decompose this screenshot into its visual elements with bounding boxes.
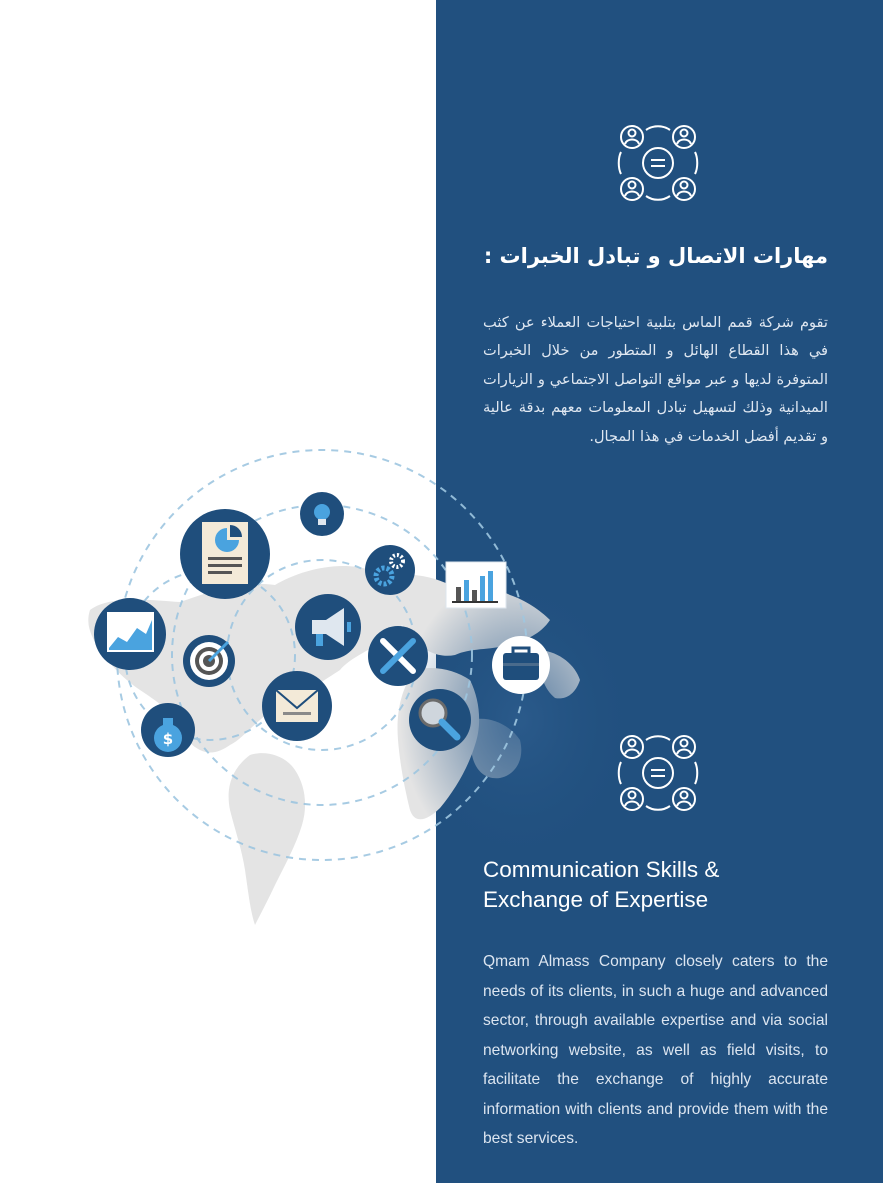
arabic-paragraph: تقوم شركة قمم الماس بتلبية احتياجات العملاء عن كثب في هذا القطاع الهائل و المتطور من خلال الخبرات المتوفرة لديها و عبر مواقع التواصل الاجتماعي و الزيارات الميدانية وذلك لتسهيل تبادل المعلومات معهم بدقة عالية و تقديم أفضل الخدمات في هذا المجال. xyxy=(483,314,828,445)
document-chart-icon xyxy=(180,509,270,599)
english-paragraph: Qmam Almass Company closely caters to the needs of its clients, in such a huge and advanced sector, through available expertise and via social networking website, as well as field visits, to facilitate the exchange of highly accurate information with clients and provide them with the best services. xyxy=(483,953,828,1147)
english-heading-line-1: Communication Skills & xyxy=(483,857,720,882)
line-chart-icon xyxy=(94,598,166,670)
briefcase-icon xyxy=(492,636,550,694)
target-icon xyxy=(183,635,235,687)
money-bag-icon xyxy=(141,703,195,757)
lightbulb-icon xyxy=(300,492,344,536)
arabic-heading: مهارات الاتصال و تبادل الخبرات : xyxy=(483,244,828,268)
bar-chart-icon xyxy=(446,562,506,608)
magnifier-icon xyxy=(409,689,471,751)
english-heading xyxy=(483,855,828,915)
english-heading-line-2: Exchange of Expertise xyxy=(483,887,709,912)
gears-icon xyxy=(365,545,415,595)
envelope-icon xyxy=(262,671,332,741)
svg-text:$: $ xyxy=(162,730,174,748)
megaphone-icon xyxy=(295,594,361,660)
people-exchange-icon xyxy=(615,120,701,206)
people-exchange-icon xyxy=(615,730,701,816)
tools-icon xyxy=(368,626,428,686)
